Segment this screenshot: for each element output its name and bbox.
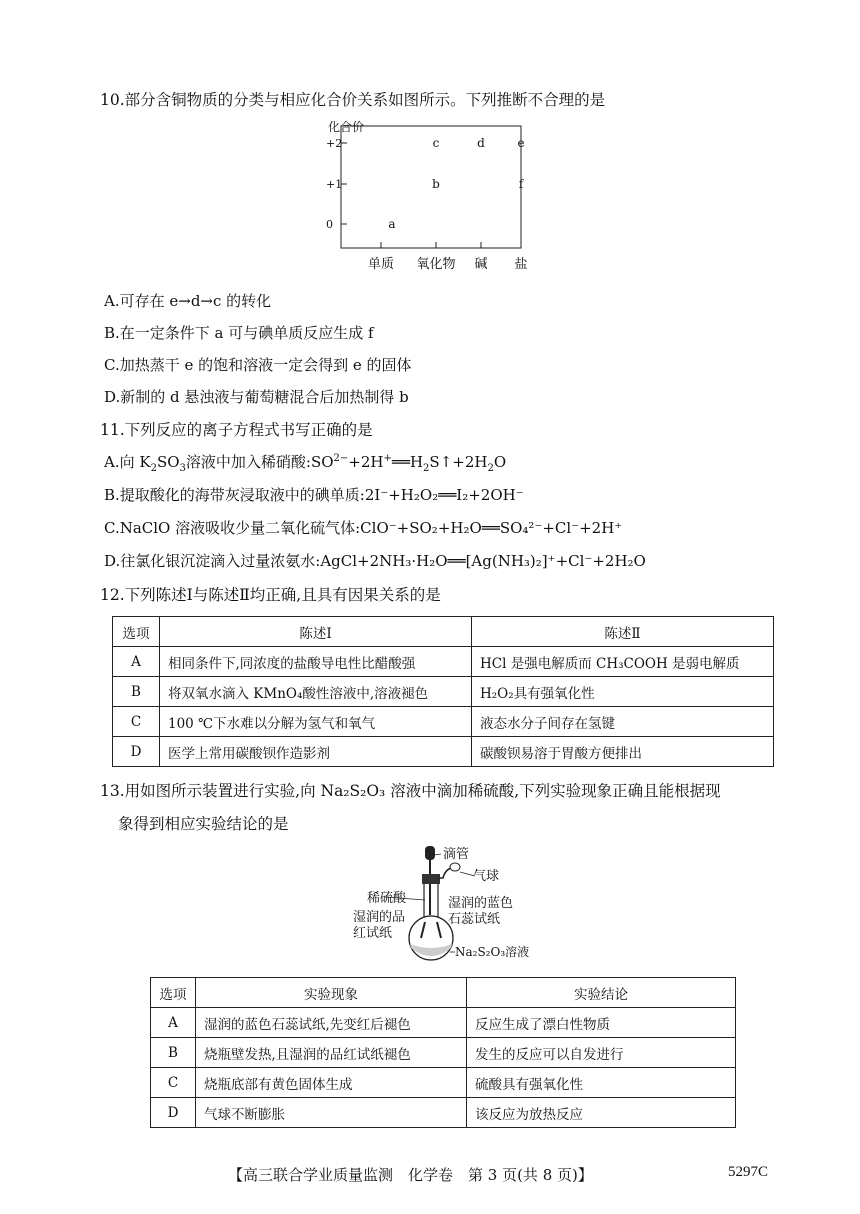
table-header-row — [113, 617, 774, 647]
label-litmus-2: 石蕊试纸 — [448, 912, 501, 927]
header-cell: 实验结论 — [467, 978, 736, 1008]
table-cell: C — [113, 707, 160, 737]
table-row — [113, 707, 774, 737]
table-cell: 烧瓶底部有黄色固体生成 — [196, 1068, 467, 1098]
table-cell: H₂O₂具有强氧化性 — [472, 677, 774, 707]
table-cell: 碳酸钡易溶于胃酸方便排出 — [472, 737, 774, 767]
label-solution: Na₂S₂O₃溶液 — [455, 945, 530, 959]
q11-option-b: B.提取酸化的海带灰浸取液中的碘单质:2I⁻+H₂O₂══I₂+2OH⁻ — [104, 486, 524, 504]
table-row — [151, 1098, 736, 1128]
stopper — [422, 874, 440, 884]
q11a-sup: + — [383, 453, 392, 464]
table-cell: 气球不断膨胀 — [196, 1098, 467, 1128]
q13-apparatus-figure — [345, 840, 545, 965]
label-balloon: 气球 — [473, 869, 500, 884]
q13-table — [150, 977, 736, 1128]
q13-stem-line1: 13.用如图所示装置进行实验,向 Na₂S₂O₃ 溶液中滴加稀硫酸,下列实验现象正确且能根据现 — [100, 782, 721, 800]
header-cell: 选项 — [151, 978, 196, 1008]
point-label-a: a — [388, 217, 396, 231]
q13-stem-line2: 象得到相应实验结论的是 — [118, 815, 289, 833]
q11-option-a — [104, 451, 506, 474]
table-row — [151, 1068, 736, 1098]
point-label-d: d — [477, 136, 485, 150]
header-cell: 陈述Ⅱ — [472, 617, 774, 647]
label-litmus-1: 湿润的蓝色 — [448, 896, 514, 911]
point-label-b: b — [432, 177, 440, 191]
table-cell: D — [113, 737, 160, 767]
table-row — [113, 737, 774, 767]
table-cell: A — [113, 647, 160, 677]
q10-stem: 10.部分含铜物质的分类与相应化合价关系如图所示。下列推断不合理的是 — [100, 91, 606, 109]
x-category-label: 盐 — [514, 257, 528, 272]
table-cell: 反应生成了漂白性物质 — [467, 1008, 736, 1038]
table-cell: A — [151, 1008, 196, 1038]
q11a-part: S↑+2H — [429, 453, 488, 471]
y-tick-label: +1 — [326, 178, 343, 191]
x-category-label: 单质 — [367, 257, 395, 272]
table-cell: 硫酸具有强氧化性 — [467, 1068, 736, 1098]
point-label-f: f — [518, 177, 524, 191]
q11a-sub: 2 — [487, 463, 494, 474]
table-cell: 将双氧水滴入 KMnO₄酸性溶液中,溶液褪色 — [160, 677, 472, 707]
table-cell: 液态水分子间存在氢键 — [472, 707, 774, 737]
table-row — [113, 647, 774, 677]
table-cell: 发生的反应可以自发进行 — [467, 1038, 736, 1068]
table-cell: 相同条件下,同浓度的盐酸导电性比醋酸强 — [160, 647, 472, 677]
table-cell: 该反应为放热反应 — [467, 1098, 736, 1128]
table-row — [113, 677, 774, 707]
q11a-part: A.向 K — [104, 453, 151, 471]
table-cell: 100 ℃下水难以分解为氢气和氧气 — [160, 707, 472, 737]
table-cell: D — [151, 1098, 196, 1128]
header-cell: 实验现象 — [196, 978, 467, 1008]
table-cell: B — [113, 677, 160, 707]
table-header-row — [151, 978, 736, 1008]
q11a-part: O — [493, 453, 507, 471]
table-row — [151, 1038, 736, 1068]
y-tick-label: 0 — [326, 218, 333, 231]
table-row — [151, 1008, 736, 1038]
q11a-sub: 3 — [179, 463, 186, 474]
table-cell: 湿润的蓝色石蕊试纸,先变红后褪色 — [196, 1008, 467, 1038]
q11a-part: +2H — [348, 453, 384, 471]
q10-option-c: C.加热蒸干 e 的饱和溶液一定会得到 e 的固体 — [104, 356, 412, 374]
table-cell: 医学上常用碳酸钡作造影剂 — [160, 737, 472, 767]
q10-option-a: A.可存在 e→d→c 的转化 — [104, 292, 272, 310]
x-category-label: 氧化物 — [416, 257, 456, 272]
q11a-part: SO — [156, 453, 180, 471]
table-cell: C — [151, 1068, 196, 1098]
q12-table — [112, 616, 774, 767]
q11a-part: ══ — [391, 453, 410, 471]
y-axis-label: 化合价 — [328, 120, 365, 134]
table-cell: 烧瓶壁发热,且湿润的品红试纸褪色 — [196, 1038, 467, 1068]
point-label-c: c — [432, 136, 440, 150]
balloon — [450, 863, 460, 871]
y-tick-label: +2 — [326, 137, 343, 150]
dropper-bulb — [425, 846, 435, 860]
header-cell: 选项 — [113, 617, 160, 647]
label-acid: 稀硫酸 — [367, 891, 407, 906]
label-dropper: 滴管 — [443, 847, 470, 862]
q11-stem: 11.下列反应的离子方程式书写正确的是 — [100, 421, 373, 439]
table-cell: HCl 是强电解质而 CH₃COOH 是弱电解质 — [472, 647, 774, 677]
q11a-part: H — [409, 453, 424, 471]
table-cell: B — [151, 1038, 196, 1068]
q11a-sub: 2 — [150, 463, 157, 474]
q11a-sup: 2− — [333, 453, 349, 464]
label-pink-paper-1: 湿润的品 — [353, 910, 406, 925]
point-label-e: e — [517, 136, 525, 150]
q11-option-d: D.往氯化银沉淀滴入过量浓氨水:AgCl+2NH₃·H₂O══[Ag(NH₃)₂]⁺+Cl⁻+2H₂O — [104, 552, 646, 570]
q11a-sub: 2 — [423, 463, 430, 474]
header-cell: 陈述Ⅰ — [160, 617, 472, 647]
x-category-label: 碱 — [474, 257, 488, 272]
footer-code: 5297C — [728, 1164, 769, 1180]
q10-option-b: B.在一定条件下 a 可与碘单质反应生成 f — [104, 324, 374, 342]
q10-valence-chart — [326, 118, 526, 278]
q10-option-d: D.新制的 d 悬浊液与葡萄糖混合后加热制得 b — [104, 388, 409, 406]
q12-stem: 12.下列陈述Ⅰ与陈述Ⅱ均正确,且具有因果关系的是 — [100, 586, 441, 604]
q11a-part: 溶液中加入稀硝酸:SO — [185, 453, 334, 471]
footer-title: 【高三联合学业质量监测 化学卷 第 3 页(共 8 页)】 — [228, 1166, 593, 1184]
label-pink-paper-2: 红试纸 — [353, 926, 393, 941]
chart-frame — [341, 126, 521, 248]
q11-option-c: C.NaClO 溶液吸收少量二氧化硫气体:ClO⁻+SO₂+H₂O══SO₄²⁻+Cl⁻+2H⁺ — [104, 519, 623, 537]
